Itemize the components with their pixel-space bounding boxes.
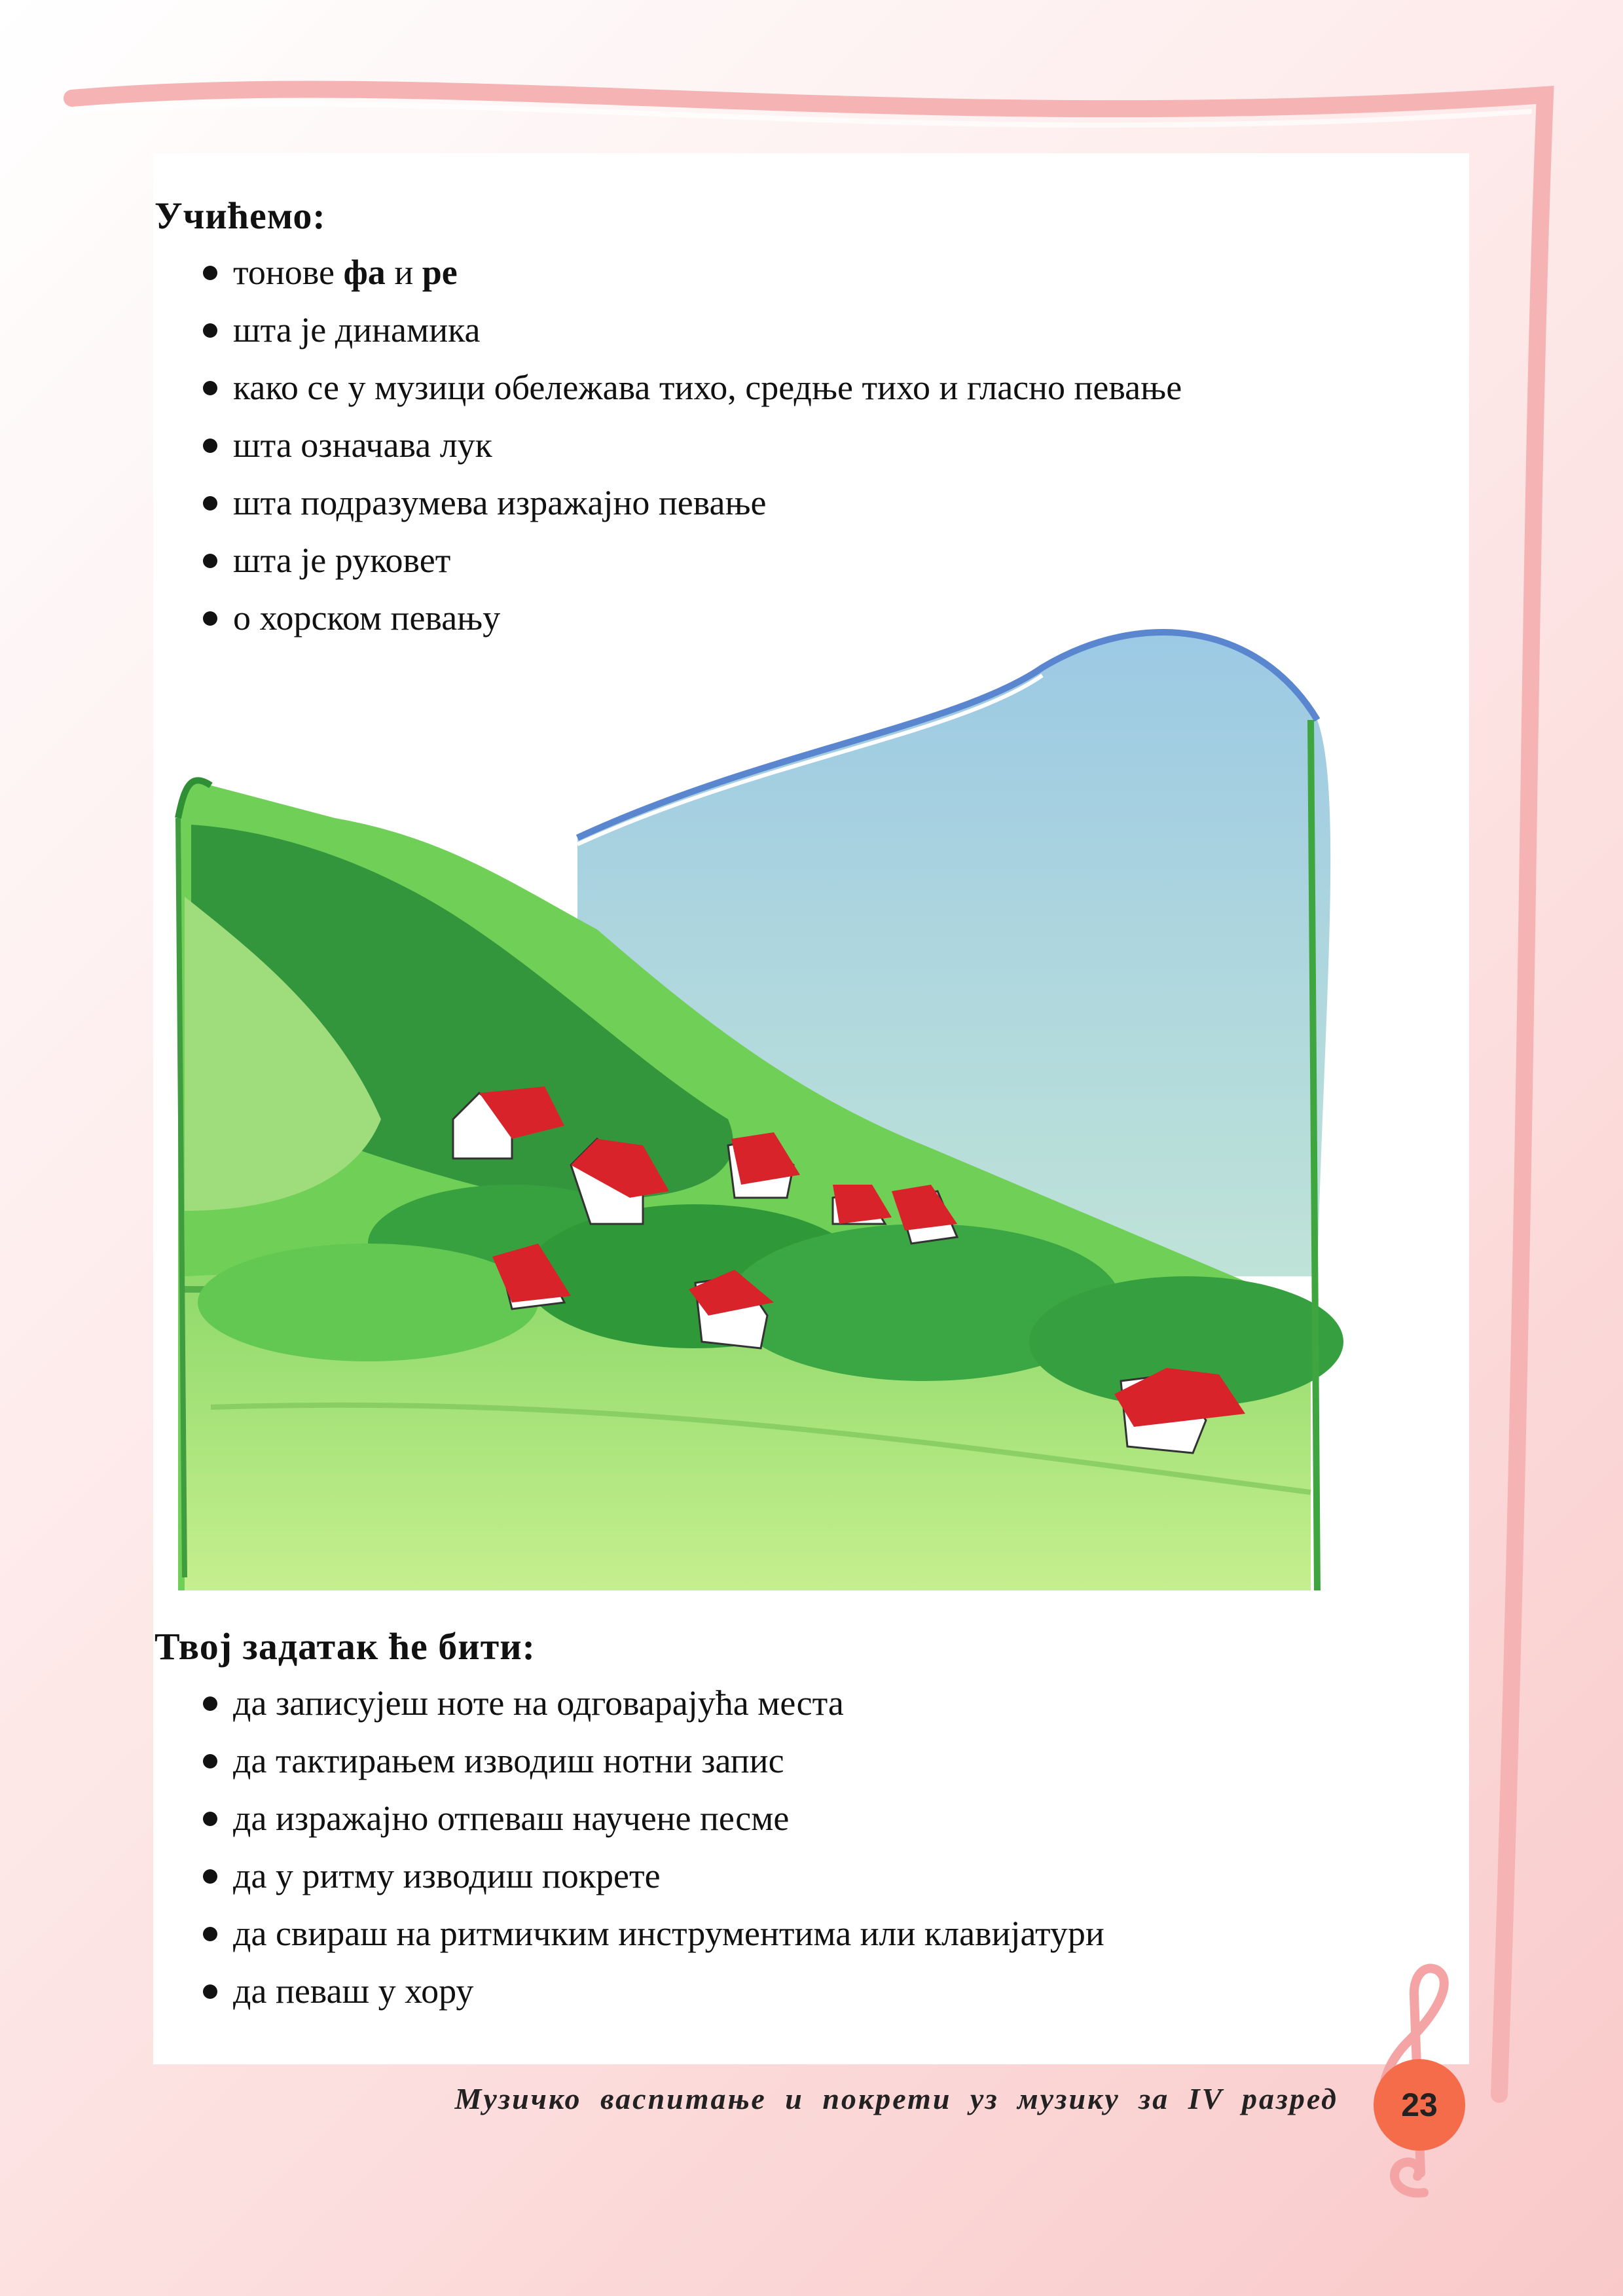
list-item-text: како се у музици обележава тихо, средње тихо и гласно певање	[233, 368, 1182, 407]
list-item	[203, 474, 1182, 531]
bullet-icon	[203, 381, 217, 395]
list-item	[203, 1732, 1104, 1789]
list-item	[203, 1905, 1104, 1962]
list-item-text: да тактирањем изводиш нотни запис	[233, 1741, 784, 1780]
bullet-icon	[203, 554, 217, 568]
list-item-text: шта је руковет	[233, 541, 451, 580]
list-item-text: да певаш у хору	[233, 1971, 474, 2011]
bullet-icon	[203, 1812, 217, 1826]
list-item-text: да изражајно отпеваш научене песме	[233, 1799, 790, 1838]
learn-list	[203, 243, 1182, 647]
bullet-icon	[203, 1984, 217, 1999]
list-item	[203, 1847, 1104, 1905]
list-item	[203, 1674, 1104, 1732]
list-item	[203, 243, 1182, 301]
book-title-footer: Музичко васпитање и покрети уз музику за IV разред	[454, 2082, 1338, 2115]
list-item	[203, 301, 1182, 359]
bullet-icon	[203, 266, 217, 280]
list-item	[203, 531, 1182, 589]
list-item-text: фа	[343, 253, 386, 292]
list-item-text: да у ритму изводиш покрете	[233, 1856, 661, 1895]
list-item	[203, 1962, 1104, 2020]
list-item-text: да свираш на ритмичким инструментима или клавијатури	[233, 1914, 1104, 1953]
bullet-icon	[203, 1754, 217, 1768]
task-heading: Твој задатак ће бити:	[155, 1625, 536, 1668]
bullet-icon	[203, 496, 217, 511]
list-item	[203, 1789, 1104, 1847]
list-item-text: шта подразумева изражајно певање	[233, 483, 767, 522]
bullet-icon	[203, 323, 217, 338]
list-item-text: да записујеш ноте на одговарајућа места	[233, 1683, 844, 1723]
page-number: 23	[1374, 2059, 1465, 2151]
list-item	[203, 359, 1182, 416]
bullet-icon	[203, 1869, 217, 1884]
list-item-text: шта означава лук	[233, 425, 492, 465]
bullet-icon	[203, 1927, 217, 1941]
village-landscape-illustration	[172, 622, 1468, 1604]
list-item-text: шта је динамика	[233, 310, 481, 350]
bullet-icon	[203, 1696, 217, 1711]
list-item-text: о хорском певању	[233, 598, 501, 637]
list-item-text: ре	[422, 253, 458, 292]
list-item-text: и	[385, 253, 422, 292]
list-item	[203, 416, 1182, 474]
list-item-text: тонове	[233, 253, 344, 292]
bullet-icon	[203, 439, 217, 453]
learn-heading: Учићемо:	[155, 194, 326, 237]
task-list	[203, 1674, 1104, 2020]
